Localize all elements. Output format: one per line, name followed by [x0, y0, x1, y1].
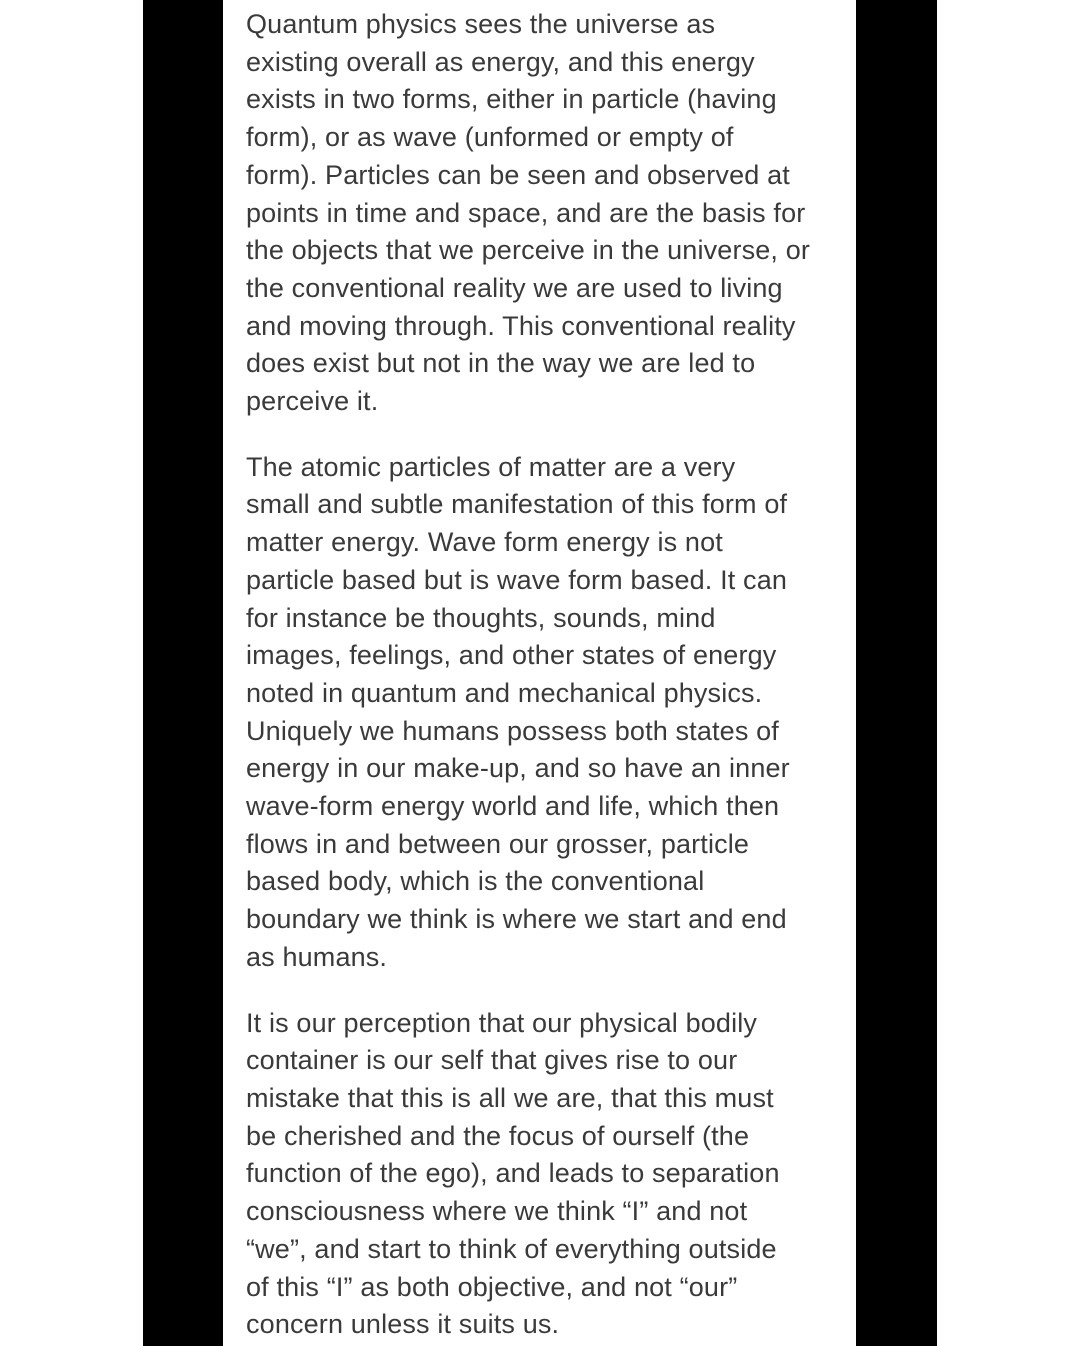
right-black-bar [856, 0, 937, 1346]
paragraph-3: It is our perception that our physical bodily container is our self that gives rise to our mistake that this is all we are, that this must be cherished and the focus of ourself (the function of the ego), and leads to separation consciousness where we think “I” and not “we”, and start to think of everything outside of this “I” as both objective, and not “our” concern unless it suits us. [246, 1007, 780, 1340]
paragraph-1: Quantum physics sees the universe as existing overall as energy, and this energy exists in two forms, either in particle (having form), or as wave (unformed or empty of form). Particles can be seen and observed at points in time and space, and are the basis for the objects that we perceive in the universe, or the conventional reality we are used to living and moving through. This conventional reality does exist but not in the way we are led to perceive it. [246, 9, 811, 417]
document-body [246, 6, 836, 1346]
paragraph-2: The atomic particles of matter are a very small and subtle manifestation of this form of matter energy. Wave form energy is not particle based but is wave form based. It can for instance be thoughts, sounds, mind images, feelings, and other states of energy noted in quantum and mechanical physics. Uniquely we humans possess both states of energy in our make-up, and so have an inner wave-form energy world and life, which then flows in and between our grosser, particle based body, which is the conventional boundary we think is where we start and end as humans. [246, 451, 790, 972]
left-black-bar [143, 0, 223, 1346]
document-page [223, 0, 856, 1346]
